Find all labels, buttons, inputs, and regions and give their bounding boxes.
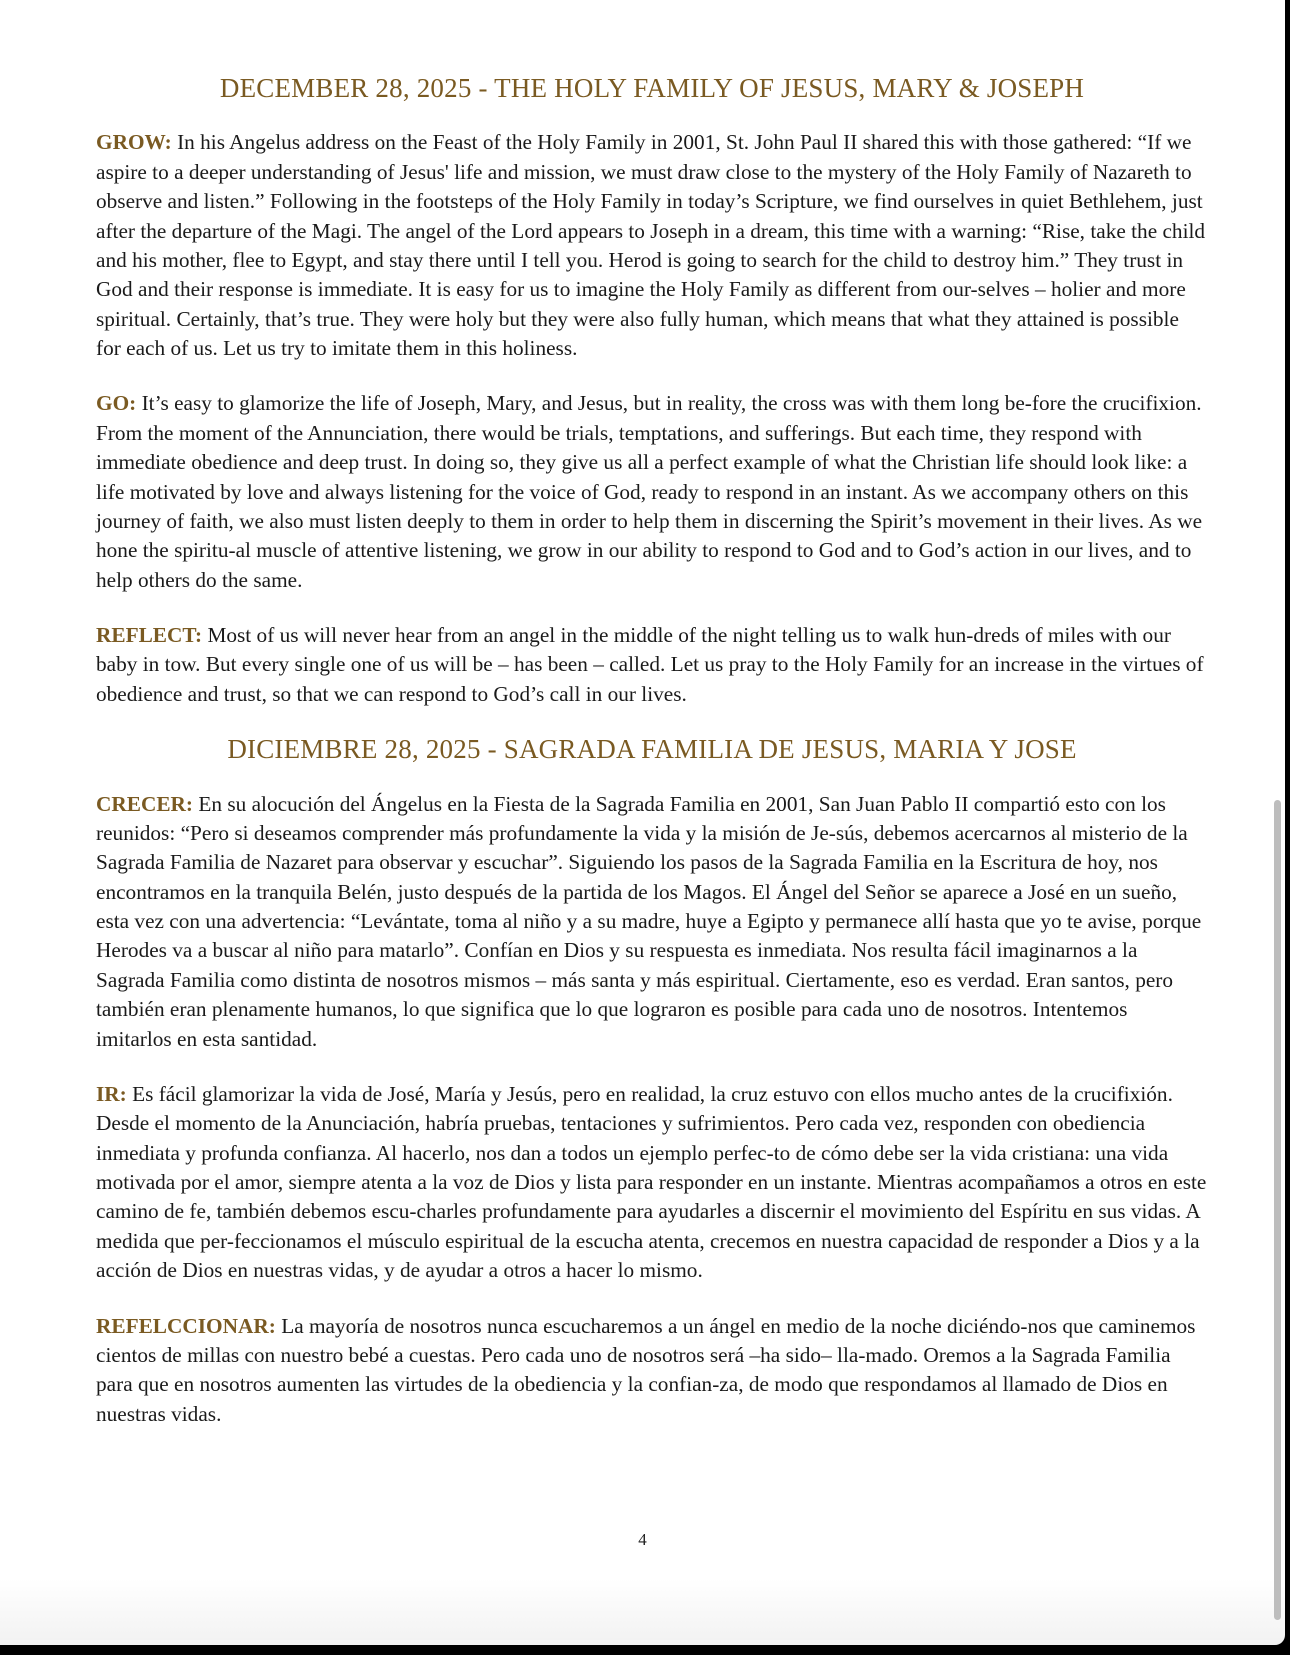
ir-label: IR: <box>96 1081 127 1106</box>
ir-text: Es fácil glamorizar la vida de José, María y Jesús, pero en realidad, la cruz estuvo con ellos mucho antes de la crucifixión. Desde el momento de la Anunciación, habría pruebas, tentaciones y sufrimientos. Pero cada vez, responden con obediencia inmediata y profunda confianza. Al hacerlo, nos dan a todos un ejemplo perfec-to de cómo debe ser la vida cristiana: una vida motivada por el amor, siempre atenta a la voz de Dios y lista para responder en un instante. Mientras acompañamos a otros en este camino de fe, también debemos escu-charles profundamente para ayudarles a discernir el movimiento del Espíritu en sus vidas. A medida que per-feccionamos el músculo espiritual de la escucha atenta, crecemos en nuestra capacidad de responder a Dios y a la acción de Dios en nuestras vidas, y de ayudar a otros a hacer lo mismo. <box>96 1081 1207 1283</box>
ir-paragraph <box>96 1080 1208 1286</box>
english-title: DECEMBER 28, 2025 - THE HOLY FAMILY OF JESUS, MARY & JOSEPH <box>219 73 1085 103</box>
page-content <box>96 72 1208 1429</box>
crecer-paragraph <box>96 790 1208 1054</box>
reflect-label: REFLECT: <box>96 623 203 648</box>
crecer-text: En su alocución del Ángelus en la Fiesta de la Sagrada Familia en 2001, San Juan Pablo II compartió esto con los reunidos: “Pero si deseamos comprender más profundamente la vida y la misión de Je-sús, debemos acercarnos al misterio de la Sagrada Familia de Nazaret para observar y escuchar”. Siguiendo los pasos de la Sagrada Familia en la Escritura de hoy, nos encontramos en la tranquila Belén, justo después de la partida de los Magos. El Ángel del Señor se aparece a José en un sueño, esta vez con una advertencia: “Levántate, toma al niño y a su madre, huye a Egipto y permanece allí hasta que yo te avise, porque Herodes va a buscar al niño para matarlo”. Confían en Dios y su respuesta es inmediata. Nos resulta fácil imaginarnos a la Sagrada Familia como distinta de nosotros mismos – más santa y más espiritual. Ciertamente, eso es verdad. Eran santos, pero también eran plenamente humanos, lo que significa que lo que lograron es posible para cada uno de nosotros. Intentemos imitarlos en esta santidad. <box>96 791 1202 1051</box>
go-paragraph <box>96 389 1208 595</box>
reflect-text: Most of us will never hear from an angel in the middle of the night telling us to walk hun-dreds of miles with our baby in tow. But every single one of us will be – has been – called. Let us pray to the Holy Family for an increase in the virtues of obedience and trust, so that we can respond to God’s call in our lives. <box>96 623 1204 706</box>
reflexionar-label: REFELCCIONAR: <box>96 1313 276 1338</box>
grow-paragraph <box>96 128 1208 363</box>
reflexionar-text: La mayoría de nosotros nunca escucharemos a un ángel en medio de la noche diciéndo-nos que caminemos cientos de millas con nuestro bebé a cuestas. Pero cada uno de nosotros será –ha sido– lla-mado. Oremos a la Sagrada Familia para que en nosotros aumenten las virtudes de la obediencia y la confian-za, de modo que respondamos al llamado de Dios en nuestras vidas. <box>96 1313 1196 1426</box>
crecer-label: CRECER: <box>96 791 194 816</box>
page-number: 4 <box>638 1530 647 1549</box>
spanish-title: DICIEMBRE 28, 2025 - SAGRADA FAMILIA DE JESUS, MARIA Y JOSE <box>227 734 1077 765</box>
vertical-scrollbar[interactable] <box>1274 800 1281 1620</box>
grow-text: In his Angelus address on the Feast of the Holy Family in 2001, St. John Paul II shared this with those gathered: “If we aspire to a deeper understanding of Jesus' life and mission, we must draw close to the mystery of the Holy Family of Nazareth to observe and listen.” Following in the footsteps of the Holy Family in today’s Scripture, we find ourselves in quiet Bethlehem, just after the departure of the Magi. The angel of the Lord appears to Joseph in a dream, this time with a warning: “Rise, take the child and his mother, flee to Egypt, and stay there until I tell you. Herod is going to search for the child to destroy him.” They trust in God and their response is immediate. It is easy for us to imagine the Holy Family as different from our-selves – holier and more spiritual. Certainly, that’s true. They were holy but they were also fully human, which means that what they attained is possible for each of us. Let us try to imitate them in this holiness. <box>96 130 1206 361</box>
grow-label: GROW: <box>96 130 172 155</box>
reflect-paragraph <box>96 621 1208 709</box>
go-text: It’s easy to glamorize the life of Joseph, Mary, and Jesus, but in reality, the cross was with them long be-fore the crucifixion. From the moment of the Annunciation, there would be trials, temptations, and sufferings. But each time, they respond with immediate obedience and deep trust. In doing so, they give us all a perfect example of what the Christian life should look like: a life motivated by love and always listening for the voice of God, ready to respond in an instant. As we accompany others on this journey of faith, we also must listen deeply to them in order to help them in discerning the Spirit’s movement in their lives. As we hone the spiritu-al muscle of attentive listening, we grow in our ability to respond to God and to God’s action in our lives, and to help others do the same. <box>96 391 1203 592</box>
go-label: GO: <box>96 391 137 416</box>
reflexionar-paragraph <box>96 1312 1208 1430</box>
